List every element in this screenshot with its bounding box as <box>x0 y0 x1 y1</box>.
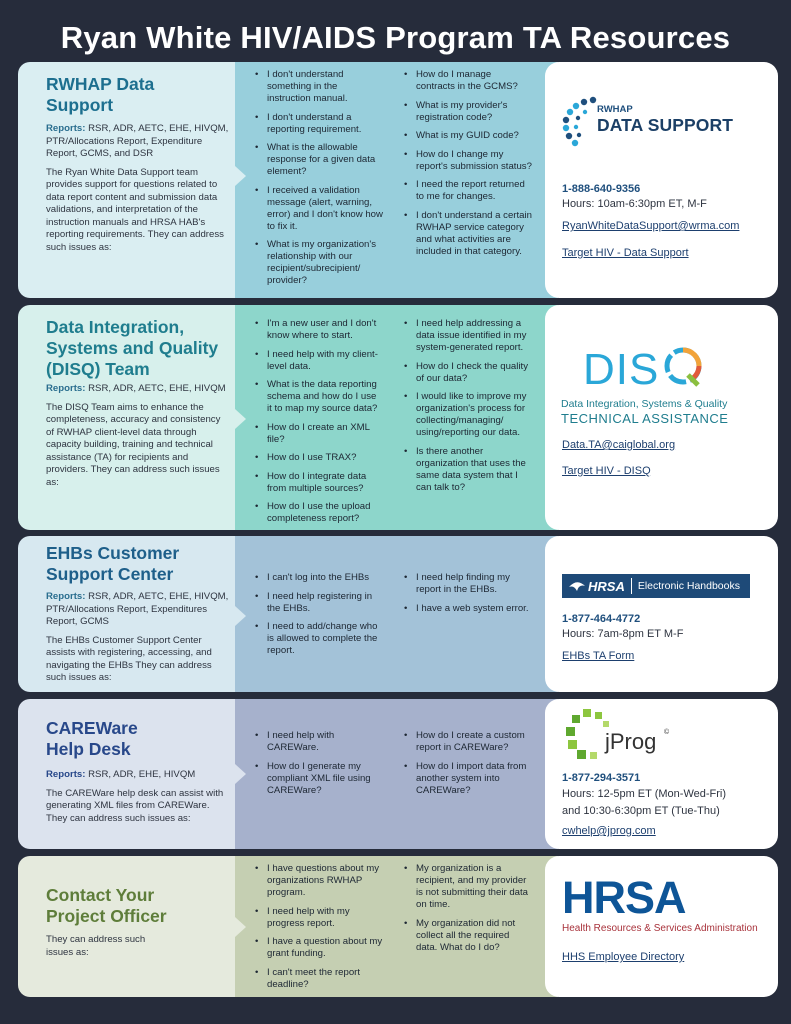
questions-list-left <box>255 69 383 294</box>
registered-mark: © <box>664 729 670 736</box>
hours-text: Hours: 10am-6:30pm ET, M-F <box>562 198 707 210</box>
list-item: • What is the data reporting schema and how do I use it to map my source data? <box>255 379 383 415</box>
card-description: The EHBs Customer Support Center assists with registering, accessing, and navigating the EHBs They can address such issues as: <box>46 634 212 683</box>
list-item: • What is my GUID code? <box>404 130 532 142</box>
list-item: • What is my provider's registration code? <box>404 100 532 124</box>
questions-list-right <box>404 863 532 960</box>
card-info-panel <box>18 305 235 530</box>
list-item: • I'm a new user and I don't know where to start. <box>255 318 383 342</box>
ehbs-ta-form-link[interactable]: EHBs TA Form <box>562 650 635 662</box>
questions-panel <box>235 699 558 849</box>
target-hiv-data-support-link[interactable]: Target HIV - Data Support <box>562 247 689 259</box>
questions-list-right <box>404 572 532 621</box>
disq-logo-letters: DIS <box>583 345 660 394</box>
card-info-panel <box>18 536 235 692</box>
list-item: • I don't understand a reporting requirement. <box>255 112 383 136</box>
reports-line: Reports: RSR, ADR, EHE, HIVQM <box>46 769 196 780</box>
card-disq-team <box>18 305 779 530</box>
target-hiv-disq-link[interactable]: Target HIV - DISQ <box>562 465 651 477</box>
list-item: • How do I change my report's submission status? <box>404 149 532 173</box>
card-title: Data Integration, Systems and Quality (DISQ) Team <box>46 317 219 379</box>
list-item: • How do I create an XML file? <box>255 422 383 446</box>
phone-number: 1-877-464-4772 <box>562 613 641 625</box>
list-item: • I don't understand a certain RWHAP service category and what activities are included in that category. <box>404 210 532 258</box>
card-careware-help-desk <box>18 699 779 849</box>
email-link[interactable]: cwhelp@jprog.com <box>562 825 656 837</box>
list-item: • My organization is a recipient, and my provider is not submitting their data on time. <box>404 863 532 911</box>
hours-text-2: and 10:30-6:30pm ET (Tue-Thu) <box>562 805 720 817</box>
ehbs-logo-title: Electronic Handbooks <box>637 580 740 592</box>
questions-panel <box>235 856 558 997</box>
card-info-panel <box>18 62 235 298</box>
list-item: • I don't understand something in the instruction manual. <box>255 69 383 105</box>
list-item: • How do I use the upload completeness report? <box>255 501 383 525</box>
questions-list-left <box>255 730 383 803</box>
list-item: • My organization did not collect all the required data. What do I do? <box>404 918 532 954</box>
card-description: The CAREWare help desk can assist with generating XML files from CAREWare. They can address such issues as: <box>46 787 224 824</box>
contact-panel <box>545 856 778 997</box>
list-item: • I need the report returned to me for changes. <box>404 179 532 203</box>
questions-list-right <box>404 69 532 264</box>
hhs-employee-directory-link[interactable]: HHS Employee Directory <box>562 951 685 963</box>
card-title: RWHAP Data Support <box>46 74 155 115</box>
pointer-arrow <box>235 409 246 429</box>
questions-list-left <box>255 318 383 532</box>
reports-line: Reports: RSR, ADR, AETC, EHE, HIVQM, PTR/Allocations Report, Expenditures Report, GCMS <box>46 591 229 627</box>
list-item: • How do I manage contracts in the GCMS? <box>404 69 532 93</box>
list-item: • How do I integrate data from multiple sources? <box>255 471 383 495</box>
logo-small-text: RWHAP <box>597 104 633 115</box>
card-info-panel <box>18 856 235 997</box>
card-description-block <box>46 383 229 489</box>
q-ring-icon <box>662 345 704 389</box>
list-item: • I need help finding my report in the EHBs. <box>404 572 532 596</box>
phone-number: 1-888-640-9356 <box>562 183 641 195</box>
hhs-eagle-icon <box>567 577 587 595</box>
card-title: Contact Your Project Officer <box>46 885 167 926</box>
list-item: • I need help registering in the EHBs. <box>255 591 383 615</box>
disq-logo-subtitle: Data Integration, Systems & Quality <box>561 398 728 410</box>
list-item: • I have a question about my grant funding. <box>255 936 383 960</box>
pointer-arrow <box>235 166 246 186</box>
card-description: The DISQ Team aims to enhance the completeness, accuracy and consistency of RWHAP client-level data through capacity building, training and technical assistance (TA) for recipients and providers. They can address such issues as: <box>46 401 221 488</box>
list-item: • How do I use TRAX? <box>255 452 383 464</box>
questions-panel <box>235 305 558 530</box>
questions-list-right <box>404 318 534 500</box>
hours-text: Hours: 7am-8pm ET M-F <box>562 628 684 640</box>
list-item: • How do I import data from another system into CAREWare? <box>404 761 534 797</box>
card-description-block <box>46 769 229 825</box>
jprog-logo <box>565 707 685 765</box>
list-item: • How do I generate my compliant XML file using CAREWare? <box>255 761 383 797</box>
list-item: • I would like to improve my organization's process for collecting/managing/ using/reporting our data. <box>404 391 534 439</box>
card-title: EHBs Customer Support Center <box>46 543 180 584</box>
list-item: • I received a validation message (alert, warning, error) and I don't know how to fix it. <box>255 185 383 233</box>
card-description: The Ryan White Data Support team provides support for questions related to data report content and submission data validations, and interpretation of the instruction manuals and HRSA HAB's reporting requirements. They can address such issues as: <box>46 166 224 253</box>
card-rwhap-data-support <box>18 62 779 298</box>
ehbs-logo-banner <box>562 574 750 598</box>
list-item: • I have questions about my organizations RWHAP program. <box>255 863 383 899</box>
hours-text: Hours: 12-5pm ET (Mon-Wed-Fri) <box>562 788 727 800</box>
rwhap-data-support-logo <box>559 94 769 150</box>
phone-number: 1-877-294-3571 <box>562 772 641 784</box>
list-item: • I need help addressing a data issue identified in my system-generated report. <box>404 318 534 354</box>
contact-panel <box>545 62 778 298</box>
contact-panel <box>545 699 778 849</box>
list-item: • I need help with CAREWare. <box>255 730 383 754</box>
questions-panel <box>235 62 558 298</box>
card-description-block <box>46 591 229 685</box>
card-title: CAREWare Help Desk <box>46 718 138 759</box>
reports-line: Reports: RSR, ADR, AETC, EHE, HIVQM, PTR/Allocations Report, Expenditure Report, GCMS, and DSR <box>46 123 229 159</box>
contact-panel <box>545 536 778 692</box>
list-item: • I can't log into the EHBs <box>255 572 383 584</box>
list-item: • What is my organization's relationship with our recipient/subrecipient/ provider? <box>255 239 383 287</box>
card-project-officer <box>18 856 779 997</box>
list-item: • How do I check the quality of our data? <box>404 361 534 385</box>
questions-list-left <box>255 863 383 997</box>
reports-line: Reports: RSR, ADR, AETC, EHE, HIVQM <box>46 383 226 394</box>
hrsa-logo <box>562 874 767 936</box>
logo-big-text: DATA SUPPORT <box>597 115 734 135</box>
list-item: • I need help with my progress report. <box>255 906 383 930</box>
hrsa-logo-text: HRSA <box>562 872 686 923</box>
list-item: • I need to add/change who is allowed to complete the report. <box>255 621 383 657</box>
list-item: • I can't meet the report deadline? <box>255 967 383 991</box>
pointer-arrow <box>235 917 246 937</box>
list-item: • Is there another organization that uses the same data system that I can talk to? <box>404 446 534 494</box>
pointer-arrow <box>235 606 246 626</box>
card-description-block <box>46 123 229 254</box>
disq-logo-subtitle-2: TECHNICAL ASSISTANCE <box>561 411 729 426</box>
questions-panel <box>235 536 558 692</box>
card-ehbs-support-center <box>18 536 779 692</box>
email-link[interactable]: RyanWhiteDataSupport@wrma.com <box>562 220 740 232</box>
list-item: • How do I create a custom report in CAREWare? <box>404 730 534 754</box>
questions-list-right <box>404 730 534 803</box>
card-info-panel <box>18 699 235 849</box>
pointer-arrow <box>235 764 246 784</box>
page-title: Ryan White HIV/AIDS Program TA Resources <box>60 20 731 55</box>
ehbs-logo-hrsa-text: HRSA <box>588 578 625 594</box>
hrsa-logo-subtitle: Health Resources & Services Administration <box>562 923 758 934</box>
list-item: • I need help with my client-level data. <box>255 349 383 373</box>
disq-logo <box>561 345 766 425</box>
contact-panel <box>545 305 778 530</box>
questions-list-left <box>255 572 383 664</box>
card-description: They can address such issues as: <box>46 934 146 958</box>
jprog-logo-text: jProg <box>605 729 657 754</box>
list-item: • What is the allowable response for a given data element? <box>255 142 383 178</box>
list-item: • I have a web system error. <box>404 603 532 615</box>
email-link[interactable]: Data.TA@caiglobal.org <box>562 439 676 451</box>
